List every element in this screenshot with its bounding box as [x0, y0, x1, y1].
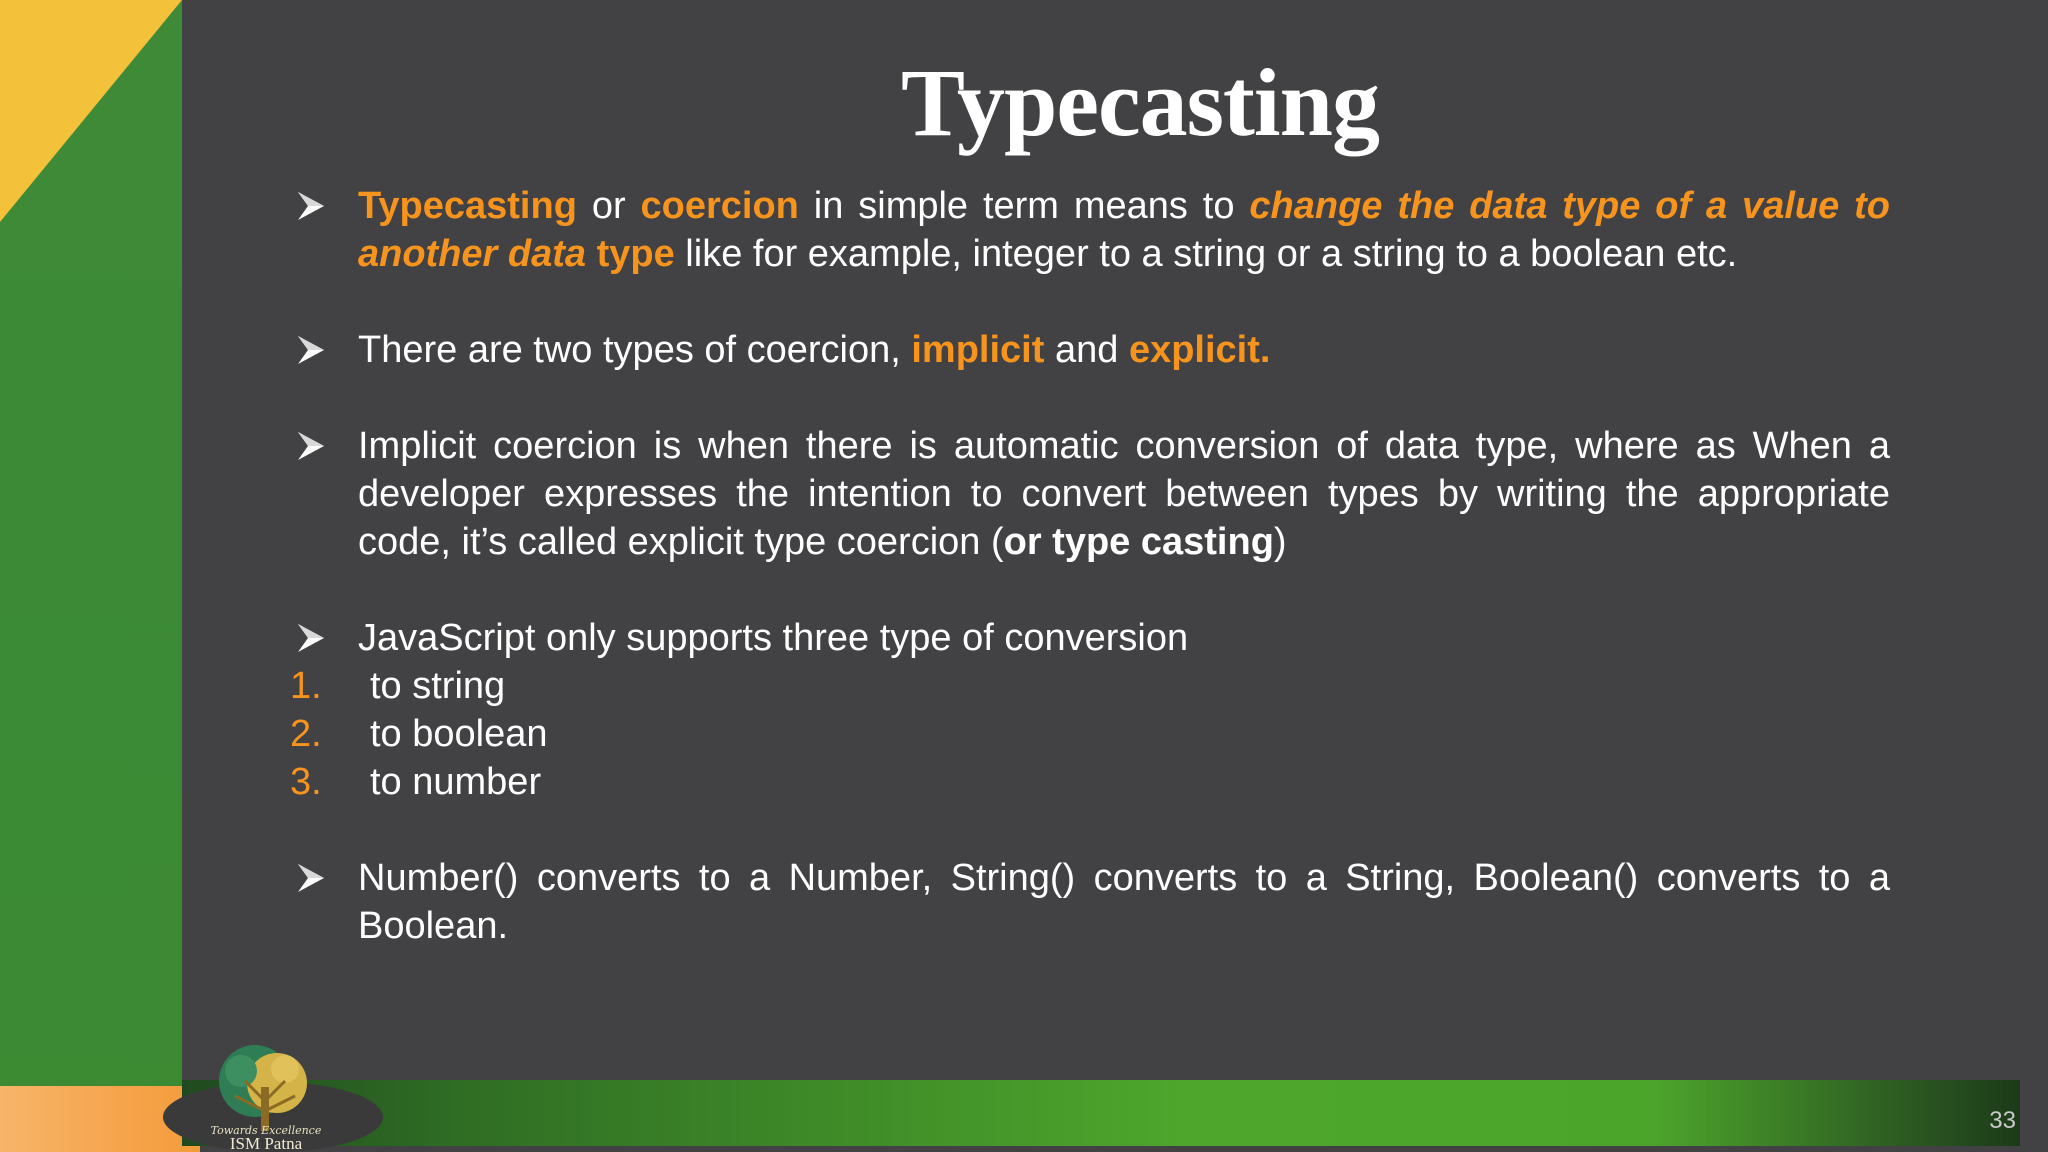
- text-segment: change the data type of a value to another data: [358, 185, 1890, 275]
- arrow-bullet-icon: [296, 334, 326, 366]
- slide-content: [290, 182, 1890, 950]
- text-segment: coercion: [640, 185, 799, 227]
- text-segment: type: [596, 233, 675, 275]
- text-segment: Typecasting: [358, 185, 577, 227]
- page-number: 33: [1989, 1107, 2016, 1134]
- item-text: to string: [370, 665, 506, 707]
- yellow-corner-triangle: [0, 0, 182, 230]
- bullet-javascript-conversions: [290, 614, 1890, 662]
- logo-name: ISM Patna: [229, 1134, 303, 1152]
- arrow-bullet-icon: [296, 862, 326, 894]
- item-text: to boolean: [370, 713, 548, 755]
- text-segment: Number() converts to a Number, String() converts to a String, Boolean() converts to a Boolean.: [358, 857, 1890, 947]
- item-text: to number: [370, 761, 542, 803]
- bottom-green-bar: [182, 1080, 2020, 1146]
- text-segment: There are two types of coercion,: [358, 329, 912, 371]
- bullet-coercion-types: [290, 326, 1890, 374]
- text-segment: [586, 233, 597, 275]
- text-segment: JavaScript only supports three type of conversion: [358, 617, 1189, 659]
- item-number: 3.: [290, 761, 322, 803]
- bullet-typecasting-definition: [290, 182, 1890, 278]
- text-segment: and: [1044, 329, 1129, 371]
- numbered-item: [290, 758, 1890, 806]
- text-segment: explicit.: [1128, 329, 1271, 371]
- text-segment: like for example, integer to a string or a string to a boolean etc.: [674, 233, 1738, 275]
- text-segment: in simple term means to: [798, 185, 1250, 227]
- arrow-bullet-icon: [296, 622, 326, 654]
- slide-title: Typecasting: [901, 49, 1379, 156]
- numbered-item: [290, 710, 1890, 758]
- bullet-implicit-explicit: [290, 422, 1890, 566]
- text-segment: ): [1273, 521, 1287, 563]
- text-segment: implicit: [911, 329, 1045, 371]
- item-number: 2.: [290, 713, 322, 755]
- arrow-bullet-icon: [296, 190, 326, 222]
- numbered-item: [290, 662, 1890, 710]
- item-number: 1.: [290, 665, 322, 707]
- bullet-conversion-functions: [290, 854, 1890, 950]
- arrow-bullet-icon: [296, 430, 326, 462]
- text-segment: or: [576, 185, 641, 227]
- text-segment: Implicit coercion is when there is automatic conversion of data type, where as When a developer expresses the intention to convert between types by writing the appropriate code, it’s called explicit type coercion (: [358, 425, 1890, 563]
- logo-tagline: Towards Excellence: [210, 1124, 322, 1137]
- text-segment: or type casting: [1003, 521, 1274, 563]
